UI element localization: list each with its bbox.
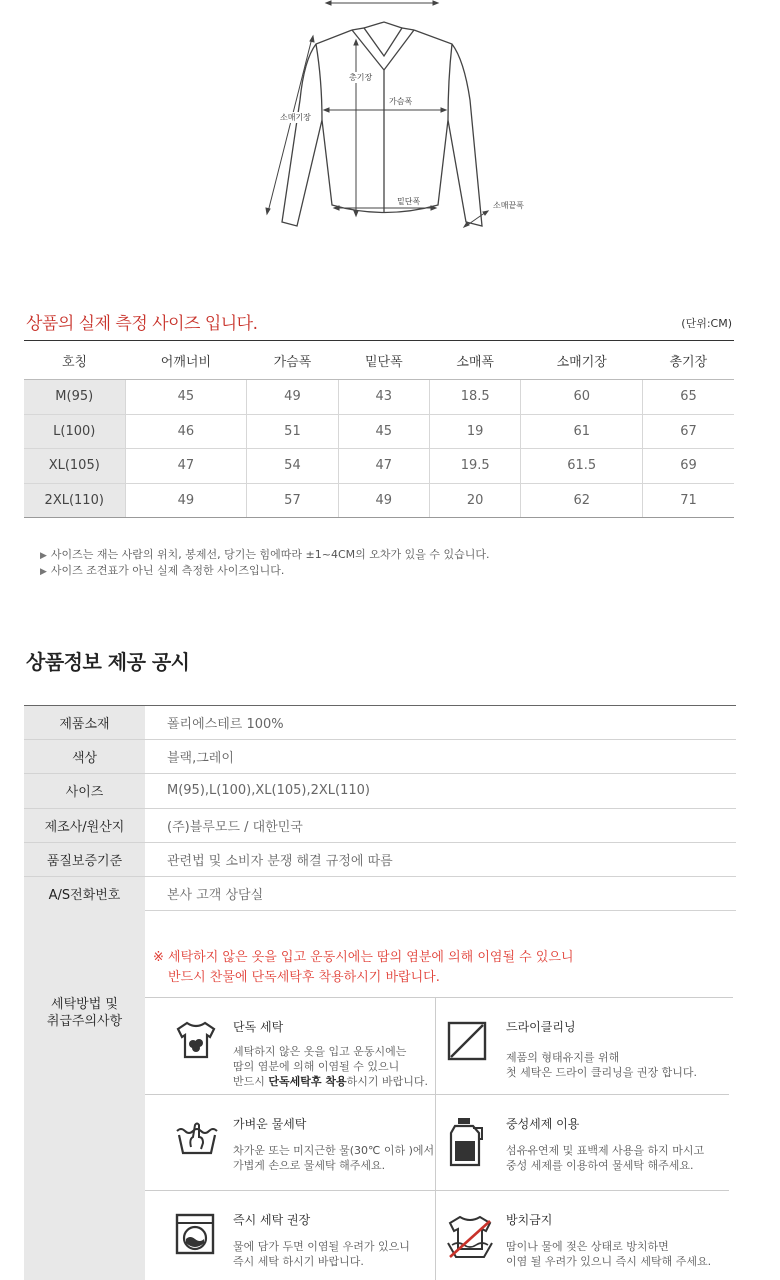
size-header-cell: 어깨너비: [125, 341, 247, 380]
info-label: 품질보증기준: [24, 843, 145, 876]
care-item-line-emphasis: 단독세탁후 착용: [268, 1075, 347, 1088]
care-item-line: 차가운 또는 미지근한 물(30℃ 이하 )에서: [233, 1144, 435, 1157]
table-row: [24, 483, 734, 518]
care-item-text: [233, 1239, 410, 1269]
size-cell: 47: [125, 449, 247, 484]
triangle-bullet-icon: ▶: [40, 551, 47, 561]
table-row: [24, 706, 736, 740]
table-row: [24, 414, 734, 449]
table-row: [24, 843, 736, 877]
size-cell: 19: [429, 414, 520, 449]
care-label-line: 취급주의사항: [46, 1014, 123, 1029]
info-section-title: 상품정보 제공 공시: [26, 650, 190, 674]
size-row-label: 2XL(110): [24, 483, 125, 518]
care-item: [145, 1094, 439, 1190]
care-item-title: 단독 세탁: [233, 1020, 284, 1034]
diagram-label-chest: 가슴폭: [389, 97, 413, 106]
size-cell: 43: [338, 380, 429, 415]
care-label: [24, 910, 145, 1280]
tshirt-wash-icon: [175, 1020, 217, 1060]
care-item-line-part: 하시기 바랍니다.: [346, 1075, 428, 1088]
size-cell: 61.5: [521, 449, 643, 484]
info-value: 본사 고객 상담실: [167, 888, 264, 904]
size-header-cell: 밑단폭: [338, 341, 429, 380]
dry-clean-icon: [446, 1020, 488, 1062]
size-cell: 57: [247, 483, 338, 518]
care-item-text: [506, 1239, 711, 1269]
jacket-measurement-diagram: [0, 0, 780, 270]
info-value: (주)블루모드 / 대한민국: [167, 819, 303, 835]
info-label: 제품소재: [24, 706, 145, 739]
info-value: 블랙,그레이: [167, 751, 234, 767]
size-unit: (단위:CM): [681, 317, 732, 330]
care-item-text: [506, 1050, 697, 1080]
size-cell: 18.5: [429, 380, 520, 415]
size-cell: 47: [338, 449, 429, 484]
size-cell: 61: [521, 414, 643, 449]
size-cell: 49: [125, 483, 247, 518]
size-cell: 49: [247, 380, 338, 415]
info-label: A/S전화번호: [24, 877, 145, 910]
detergent-bottle-icon: [446, 1117, 486, 1167]
care-item-title: 즉시 세탁 권장: [233, 1213, 311, 1227]
size-cell: 20: [429, 483, 520, 518]
care-item: [145, 998, 439, 1094]
size-cell: 51: [247, 414, 338, 449]
diagram-label-cuff: 소매끝폭: [493, 201, 524, 210]
table-row: [24, 809, 736, 843]
size-cell: 71: [643, 483, 734, 518]
care-grid: [145, 997, 733, 1280]
size-row-label: M(95): [24, 380, 125, 415]
info-value: 관련법 및 소비자 분쟁 해결 규정에 따름: [167, 853, 393, 869]
size-table: [24, 340, 734, 518]
care-item-line: 물에 담가 두면 이염될 우려가 있으니: [233, 1240, 410, 1253]
size-row-label: XL(105): [24, 449, 125, 484]
care-item-line: 즉시 세탁 하시기 바랍니다.: [233, 1255, 364, 1268]
diagram-label-total-length: 총기장: [349, 73, 373, 82]
care-item-line: 땀의 염분에 의해 이염될 수 있으니: [233, 1060, 400, 1073]
size-cell: 67: [643, 414, 734, 449]
care-item-line: 세탁하지 않은 옷을 입고 운동시에는: [233, 1045, 407, 1058]
care-item-line: 땀이나 물에 젖은 상태로 방치하면: [506, 1240, 669, 1253]
care-item-text: [233, 1143, 434, 1173]
size-header-cell: 소매폭: [429, 341, 520, 380]
size-cell: 49: [338, 483, 429, 518]
size-cell: 65: [643, 380, 734, 415]
info-label: 제조사/원산지: [24, 809, 145, 842]
care-item: [435, 1190, 729, 1280]
size-table-header: [24, 341, 734, 380]
care-instructions: [24, 910, 736, 1280]
care-item: [435, 1094, 729, 1190]
table-row: [24, 449, 734, 484]
info-label: 색상: [24, 740, 145, 773]
size-cell: 45: [338, 414, 429, 449]
size-cell: 69: [643, 449, 734, 484]
size-section-title: 상품의 실제 측정 사이즈 입니다.: [26, 314, 258, 334]
care-item-line: 가볍게 손으로 물세탁 해주세요.: [233, 1159, 386, 1172]
triangle-bullet-icon: ▶: [40, 566, 47, 577]
jacket-outline: [0, 0, 780, 270]
care-item-text: [506, 1143, 704, 1173]
size-header-cell: 호칭: [24, 341, 125, 380]
care-item-line: 이염 될 우려가 있으니 즉시 세탁해 주세요.: [506, 1255, 712, 1268]
size-note-text: 사이즈는 재는 사람의 위치, 봉제선, 당기는 힘에따라 ±1~4CM의 오차가 있을 수 있습니다.: [50, 548, 490, 561]
info-value: M(95),L(100),XL(105),2XL(110): [167, 783, 370, 799]
care-item-line: 첫 세탁은 드라이 클리닝을 권장 합니다.: [506, 1066, 697, 1079]
care-item: [435, 998, 729, 1094]
care-warning-line: ※ 세탁하지 않은 옷을 입고 운동시에는 땀의 염분에 의해 이염될 수 있으니: [153, 950, 574, 965]
care-body: [145, 910, 736, 1280]
care-item-line-part: 반드시: [233, 1075, 269, 1088]
size-cell: 62: [521, 483, 643, 518]
info-value: 폴리에스테르 100%: [167, 717, 284, 733]
size-cell: 19.5: [429, 449, 520, 484]
diagram-label-sleeve-length: 소매기장: [280, 113, 311, 122]
care-warning: [153, 948, 574, 988]
hand-wash-icon: [175, 1117, 219, 1157]
care-item-line: 제품의 형태유지를 위해: [506, 1051, 620, 1064]
size-header-cell: 소매기장: [521, 341, 643, 380]
diagram-label-hem: 밑단폭: [397, 197, 421, 206]
size-cell: 60: [521, 380, 643, 415]
table-row: [24, 380, 734, 415]
care-item: [145, 1190, 439, 1280]
care-item-line: 중성 세제를 이용하여 물세탁 해주세요.: [506, 1159, 694, 1172]
product-info-table: [24, 705, 736, 911]
washing-machine-icon: [175, 1213, 215, 1255]
care-warning-line: 반드시 찬물에 단독세탁후 착용하시기 바랍니다.: [168, 970, 440, 985]
size-cell: 45: [125, 380, 247, 415]
size-notes: [40, 548, 490, 579]
care-item-line: [233, 1074, 428, 1089]
care-item-title: 가벼운 물세탁: [233, 1117, 307, 1131]
care-item-text: [233, 1044, 428, 1089]
size-note: [40, 548, 490, 564]
size-header-cell: 총기장: [643, 341, 734, 380]
care-item-title: 중성세제 이용: [506, 1117, 580, 1131]
care-item-line: 섬유유연제 및 표백제 사용을 하지 마시고: [506, 1144, 705, 1157]
size-note: [40, 564, 490, 580]
no-soak-icon: [446, 1213, 494, 1259]
table-row: [24, 774, 736, 808]
care-item-title: 드라이클리닝: [506, 1020, 576, 1034]
size-cell: 54: [247, 449, 338, 484]
size-row-label: L(100): [24, 414, 125, 449]
info-label: 사이즈: [24, 774, 145, 807]
care-item-title: 방치금지: [506, 1213, 553, 1227]
size-header-cell: 가슴폭: [247, 341, 338, 380]
size-note-text: 사이즈 조견표가 아닌 실제 측정한 사이즈입니다.: [50, 563, 285, 577]
size-cell: 46: [125, 414, 247, 449]
care-label-line: 세탁방법 및: [51, 997, 118, 1012]
table-row: [24, 740, 736, 774]
table-row: [24, 877, 736, 911]
